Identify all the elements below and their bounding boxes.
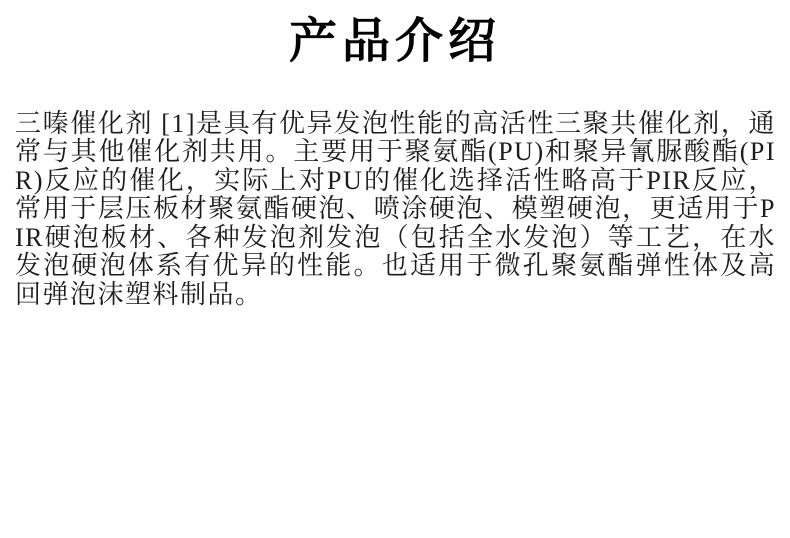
page-title: 产品介绍 (288, 15, 501, 68)
product-description: 三嗪催化剂 [1]是具有优异发泡性能的高活性三聚共催化剂，通常与其他催化剂共用。主要用于聚氨酯(PU)和聚异氰脲酸酯(PIR)反应的催化，实际上对PU的催化选择活性略高于PIR反应，常用于层压板材聚氨酯硬泡、喷涂硬泡、模塑硬泡，更适用于PIR硬泡板材、各种发泡剂发泡（包括全水发泡）等工艺，在水发泡硬泡体系有优异的性能。也适用于微孔聚氨酯弹性体及高回弹泡沫塑料制品。 (15, 108, 776, 309)
